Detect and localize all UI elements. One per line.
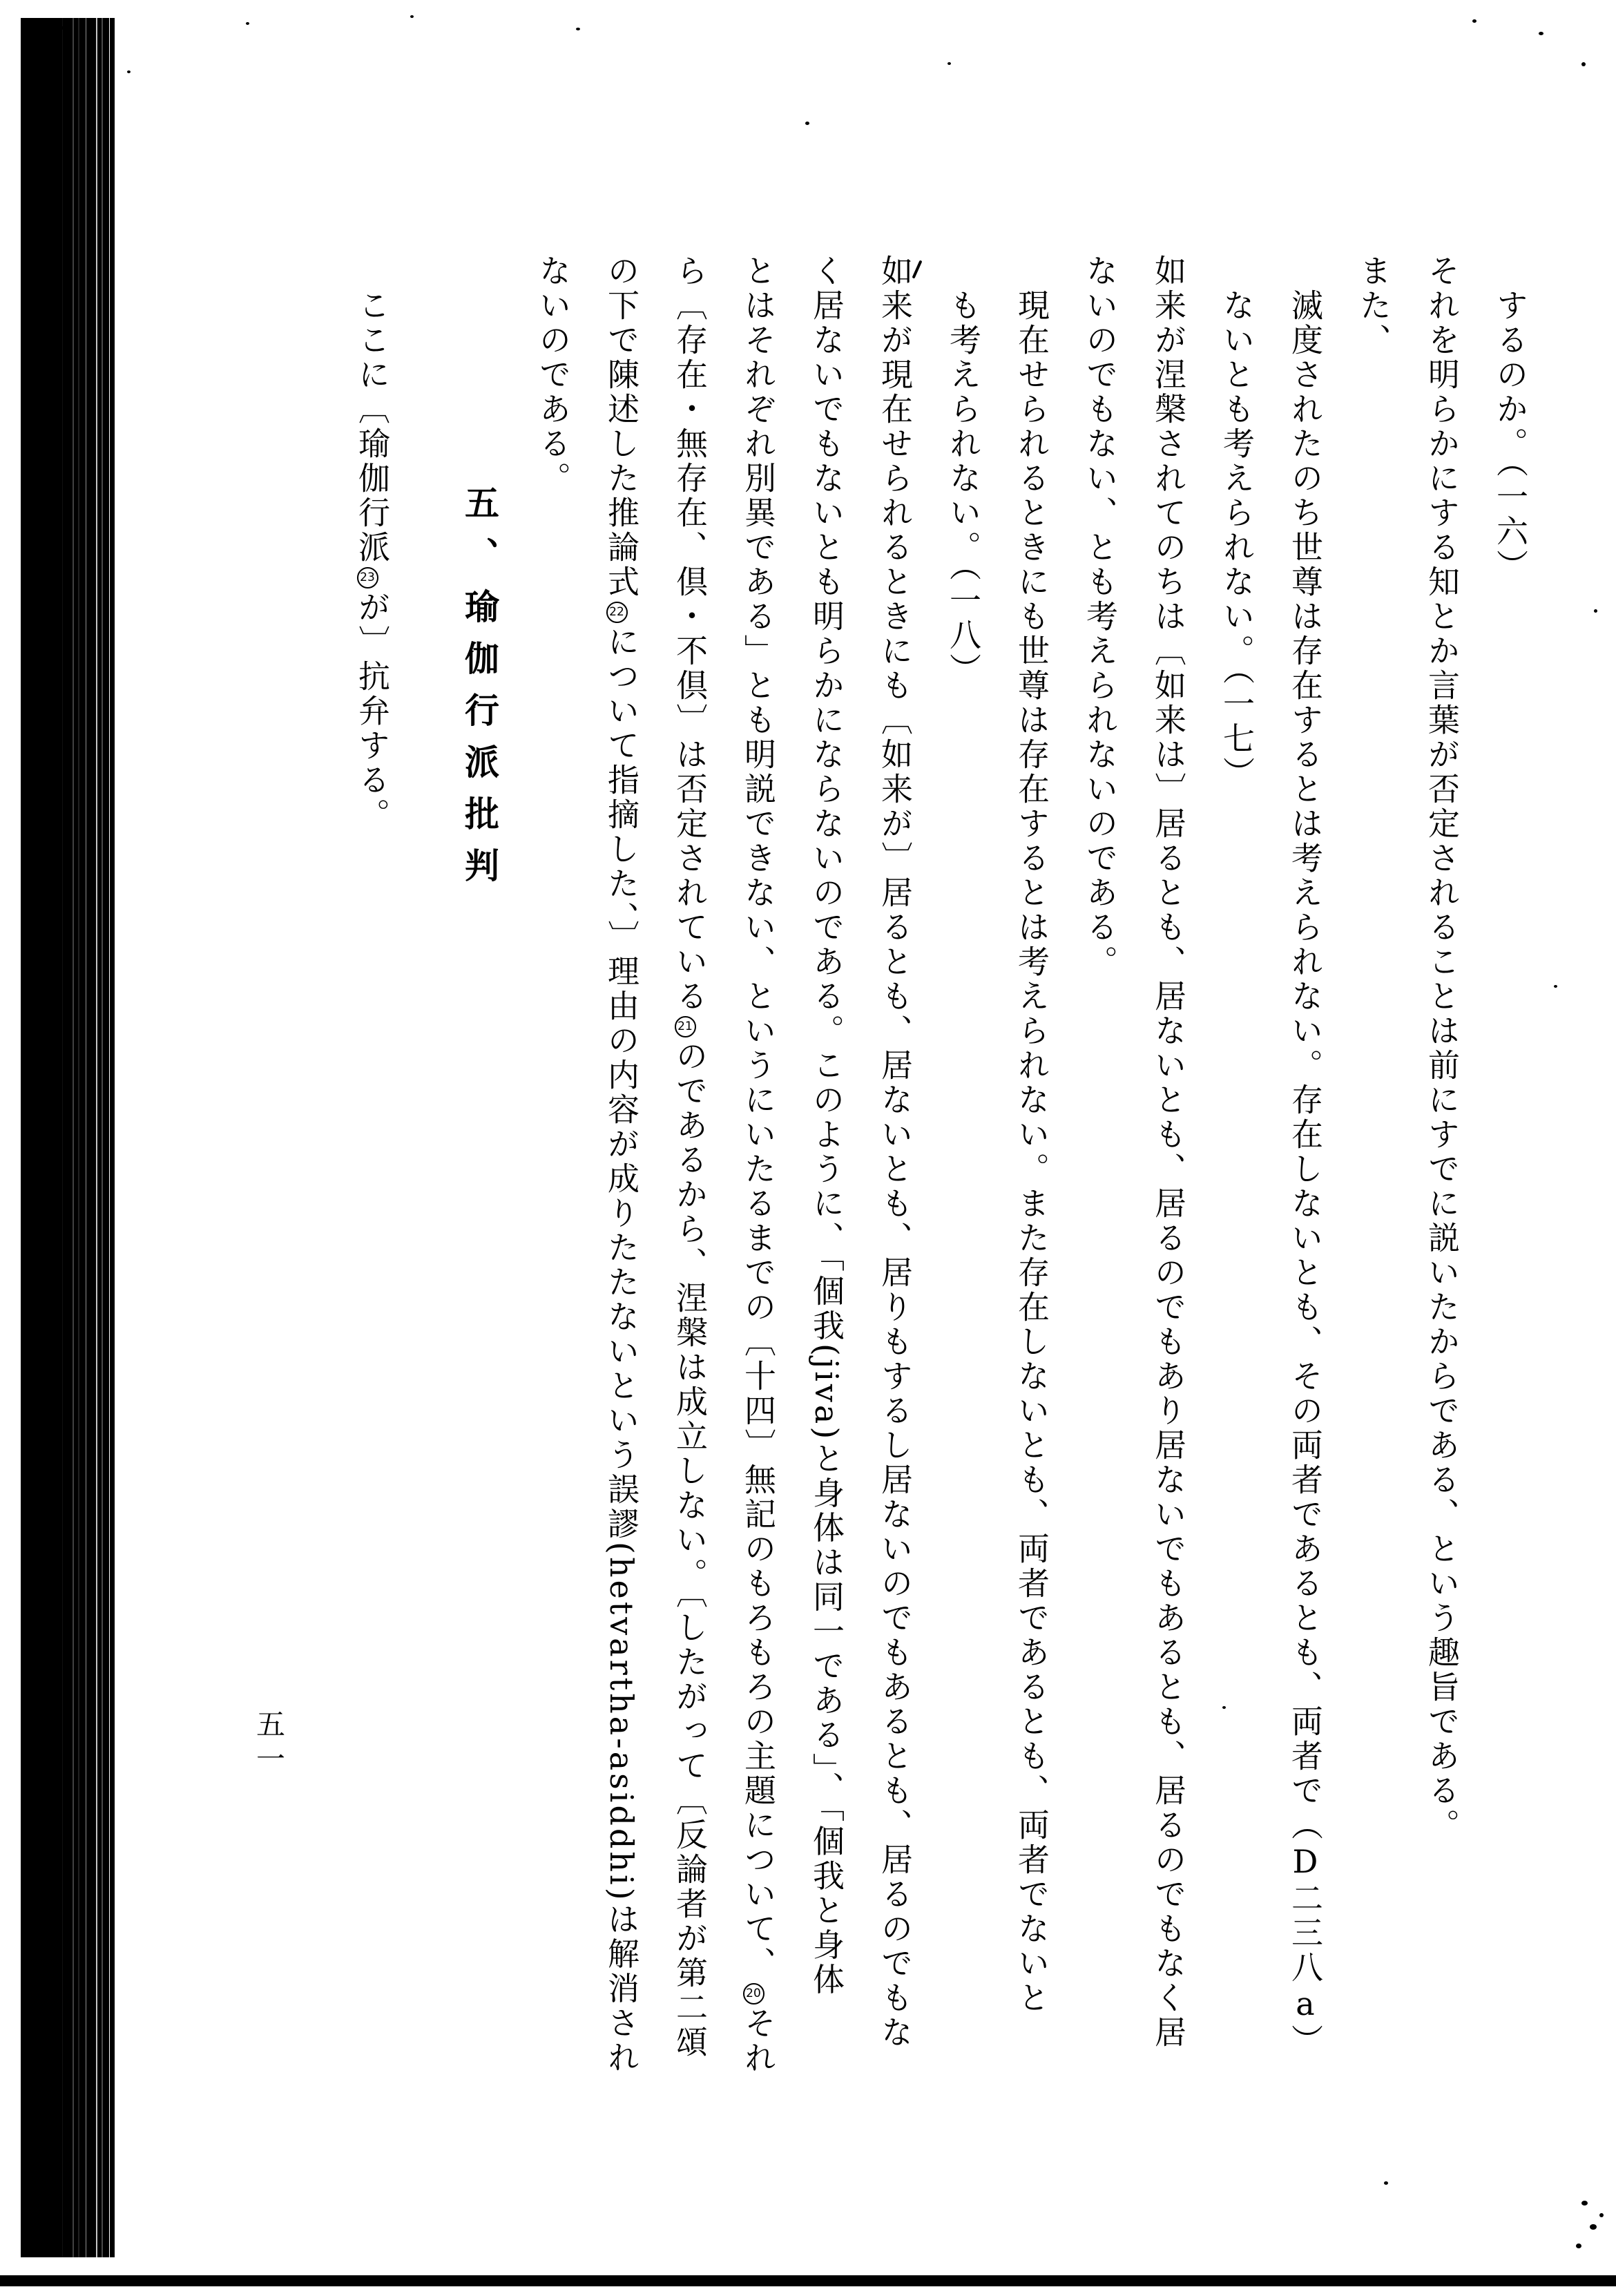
scan-bottom-edge bbox=[0, 2275, 1616, 2286]
commentary-line-17: ここに〔瑜伽行派23が〕抗弁する。 bbox=[354, 289, 391, 832]
scan-speck bbox=[1590, 2224, 1597, 2230]
scan-speck bbox=[1599, 2213, 1604, 2217]
scan-speck bbox=[1576, 2244, 1581, 2248]
commentary-line-11: く居ないでもないとも明らかにならないのである。このように、「個我(jiva)と身体は同一である」、「個我と身体 bbox=[808, 254, 845, 1998]
commentary-line-10: 如来が現在せられるときにも〔如来が〕居るとも、居ないとも、居りもするし居ないのでもあるとも、居るのでもな bbox=[876, 254, 914, 2050]
note-ref-21: 21 bbox=[675, 1016, 696, 1037]
scan-speck bbox=[1539, 32, 1543, 35]
scan-speck bbox=[1472, 19, 1476, 23]
scan-speck bbox=[410, 15, 414, 18]
scan-speck bbox=[1384, 2181, 1388, 2185]
latin-run: (jiva) bbox=[808, 1343, 845, 1442]
scan-speck bbox=[805, 122, 809, 125]
verse-18-line-8: 現在せられるときにも世尊は存在するとは考えられない。また存在しないとも、両者であるとも、両者でないと bbox=[1013, 289, 1050, 2016]
commentary-line-12: とはそれぞれ別異である」とも明説できない、というにいたるまでの〔十四〕無記のもろもろの主題について、20それ bbox=[740, 254, 777, 2076]
section-heading-16: 五、瑜伽行派批判 bbox=[459, 485, 500, 899]
scan-speck bbox=[1594, 609, 1597, 613]
scan-speck bbox=[1581, 62, 1586, 66]
latin-run: a bbox=[1287, 1985, 1324, 2024]
scan-speck bbox=[1581, 2201, 1588, 2206]
page-number: 五一 bbox=[252, 1709, 286, 1778]
note-ref-22: 22 bbox=[606, 602, 628, 623]
scan-speck bbox=[948, 62, 951, 65]
commentary-line-7: ないのでもない、とも考えられないのである。 bbox=[1081, 254, 1119, 979]
note-ref-20: 20 bbox=[743, 1983, 764, 2005]
verse-18-line-9: も考えられない。（一八） bbox=[945, 289, 982, 687]
scan-speck bbox=[246, 22, 249, 25]
scan-speck bbox=[1222, 1706, 1226, 1709]
commentary-line-15: ないのである。 bbox=[535, 254, 572, 496]
commentary-line-14: の下で陳述した推論式22について指摘した、〕理由の内容が成りたたないという誤謬(hetvartha-asiddhi)は解消され bbox=[603, 254, 640, 2076]
scan-speck bbox=[127, 70, 131, 73]
verse-17-line-5: ないとも考えられない。（一七） bbox=[1218, 289, 1256, 791]
commentary-line-13: ら〔存在・無存在、倶・不倶〕は否定されている21のであるから、涅槃は成立しない。〔したがって〔反論者が第二頌 bbox=[671, 254, 709, 2060]
scan-speck bbox=[1554, 985, 1557, 988]
note-ref-23: 23 bbox=[357, 567, 378, 589]
scan-speck bbox=[576, 28, 580, 30]
commentary-line-2: それを明らかにする知とか言葉が否定されることは前にすでに説いたからである、という趣旨である。 bbox=[1423, 254, 1461, 1843]
latin-run: (hetvartha-asiddhi) bbox=[603, 1542, 640, 1903]
verse-16-end-1: するのか。（一六） bbox=[1492, 289, 1529, 584]
binding-shadow bbox=[21, 18, 115, 2257]
commentary-line-6: 如来が涅槃されてのちは〔如来は〕居るとも、居ないとも、居るのでもあり居ないでもあるとも、居るのでもなく居 bbox=[1150, 254, 1187, 2050]
latin-run: D bbox=[1287, 1843, 1324, 1882]
text-block bbox=[320, 254, 1529, 2076]
verse-17-line-4: 滅度されたのち世尊は存在するとは考えられない。存在しないとも、その両者であるとも、両者で（D二三八a） bbox=[1287, 289, 1324, 2058]
scan-speck bbox=[61, 26, 65, 30]
commentary-line-3: また、 bbox=[1355, 254, 1392, 358]
